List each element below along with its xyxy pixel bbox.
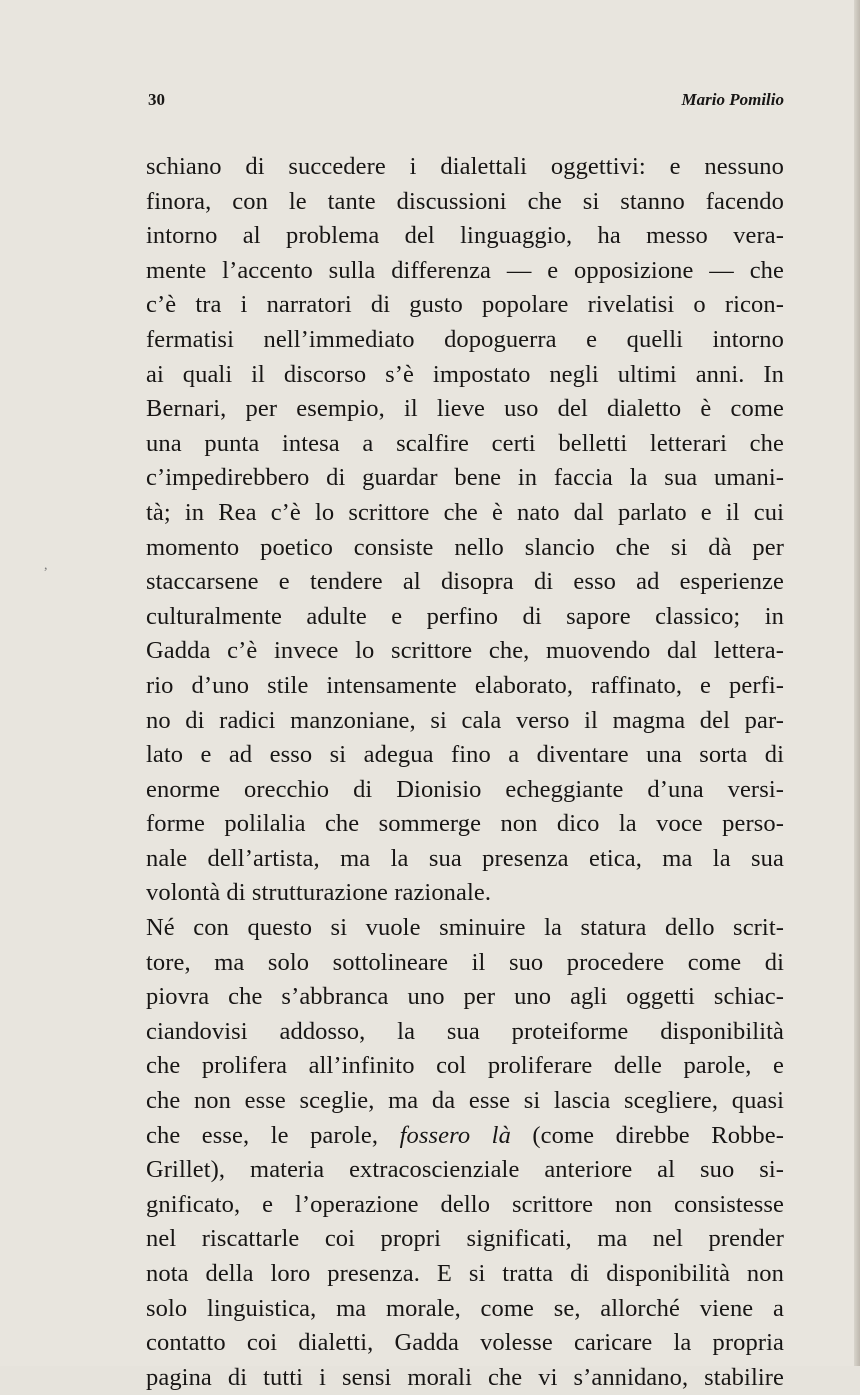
paragraph-1 <box>146 150 784 911</box>
text-line: Né con questo si vuole sminuire la statura dello scrit- <box>146 914 784 942</box>
text-line: Bernari, per esempio, il lieve uso del dialetto è come <box>146 395 784 423</box>
text-line: enorme orecchio di Dionisio echeggiante d’una versi- <box>146 775 784 803</box>
text-line: tore, ma solo sottolineare il suo procedere come di <box>146 948 784 976</box>
page-header <box>148 90 784 118</box>
body-text <box>146 150 784 1395</box>
text-fragment: (come direbbe Robbe- <box>532 1121 784 1149</box>
text-line: c’è tra i narratori di gusto popolare rivelatisi o ricon- <box>146 291 784 319</box>
text-line: Gadda c’è invece lo scrittore che, muovendo dal lettera- <box>146 637 784 665</box>
text-line: culturalmente adulte e perfino di sapore classico; in <box>146 602 784 630</box>
italic-phrase: fossero là <box>399 1121 511 1149</box>
text-line: Grillet), materia extracoscienziale anteriore al suo si- <box>146 1156 784 1184</box>
text-line: intorno al problema del linguaggio, ha messo vera- <box>146 222 784 250</box>
text-line: nota della loro presenza. E si tratta di disponibilità non <box>146 1260 784 1287</box>
text-line: pagina di tutti i sensi morali che vi s’annidano, stabilire <box>146 1363 784 1391</box>
text-line: mente l’accento sulla differenza — e opposizione — che <box>146 256 784 284</box>
text-line: una punta intesa a scalfire certi belletti letterari che <box>146 429 784 457</box>
text-line: contatto coi dialetti, Gadda volesse caricare la propria <box>146 1329 784 1357</box>
text-line: volontà di strutturazione razionale. <box>146 879 492 907</box>
text-line: che non esse sceglie, ma da esse si lascia scegliere, quasi <box>146 1087 784 1115</box>
text-line: ciandovisi addosso, la sua proteiforme disponibilità <box>146 1017 784 1045</box>
text-line: rio d’uno stile intensamente elaborato, raffinato, e perfi- <box>146 671 784 699</box>
text-line-with-italic <box>146 1119 784 1154</box>
text-line: gnificato, e l’operazione dello scrittore non consistesse <box>146 1190 784 1218</box>
text-line: fermatisi nell’immediato dopoguerra e quelli intorno <box>146 325 784 353</box>
text-line: solo linguistica, ma morale, come se, allorché viene a <box>146 1294 784 1322</box>
text-line: nel riscattarle coi propri significati, ma nel prender <box>146 1225 784 1253</box>
text-line: lato e ad esso si adegua fino a diventare una sorta di <box>146 741 784 769</box>
text-line: che prolifera all’infinito col proliferare delle parole, e <box>146 1052 784 1080</box>
paragraph-2 <box>146 911 784 1395</box>
text-line: schiano di succedere i dialettali oggettivi: e nessuno <box>146 153 784 180</box>
text-line: forme polilalia che sommerge non dico la voce perso- <box>146 810 784 838</box>
page-number: 30 <box>148 90 165 109</box>
text-fragment: che esse, le parole, <box>146 1121 379 1149</box>
page-edge <box>854 0 860 1366</box>
running-head: Mario Pomilio <box>681 90 784 109</box>
text-line: finora, con le tante discussioni che si stanno facendo <box>146 187 784 215</box>
text-line: piovra che s’abbranca uno per uno agli oggetti schiac- <box>146 983 784 1011</box>
margin-mark: , <box>44 558 48 573</box>
text-line: no di radici manzoniane, si cala verso il magma del par- <box>146 706 784 734</box>
text-line: tà; in Rea c’è lo scrittore che è nato dal parlato e il cui <box>146 498 784 526</box>
text-line: staccarsene e tendere al disopra di esso ad esperienze <box>146 568 784 596</box>
text-line: nale dell’artista, ma la sua presenza etica, ma la sua <box>146 844 784 872</box>
text-line: ai quali il discorso s’è impostato negli ultimi anni. In <box>146 360 784 388</box>
text-line: momento poetico consiste nello slancio che si dà per <box>146 533 784 561</box>
text-line: c’impedirebbero di guardar bene in faccia la sua umani- <box>146 464 784 492</box>
